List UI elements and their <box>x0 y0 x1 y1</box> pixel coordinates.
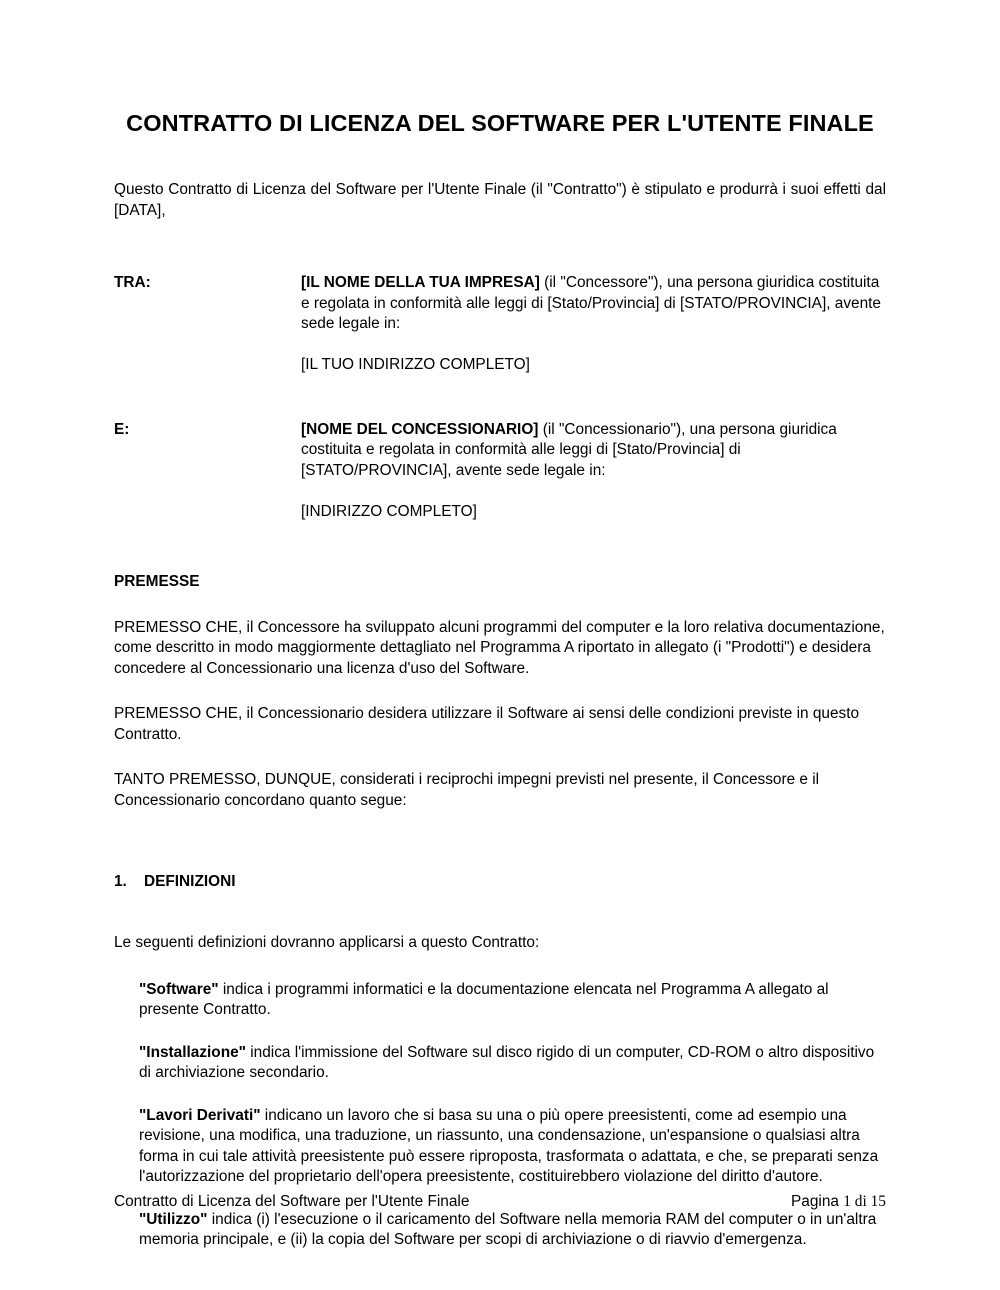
page-title: CONTRATTO DI LICENZA DEL SOFTWARE PER L'UTENTE FINALE <box>126 110 874 136</box>
section-heading-definizioni <box>114 824 886 893</box>
intro-paragraph: Questo Contratto di Licenza del Software per l'Utente Finale (il "Contratto") è stipulato e produrrà i suoi effetti dal [DATA], <box>114 181 886 219</box>
party-description-text-tra: (il "Concessore"), una persona giuridica costituita e regolata in conformità alle leggi di [Stato/Provincia] di [STATO/PROVINCIA], avente sede legale in: <box>301 274 881 332</box>
party-body-tra <box>301 273 886 376</box>
party-block-e <box>114 376 886 523</box>
section-number-definizioni: 1. <box>114 872 127 890</box>
footer-page-number <box>791 1192 886 1212</box>
definition-text-utilizzo: indica (i) l'esecuzione o il caricamento del Software nella memoria RAM del computer o in un'altra memoria principale, e (ii) la copia del Software per scopi di archiviazione o di riavvio d'emergenza. <box>139 1210 877 1249</box>
premesse-paragraph-1: PREMESSO CHE, il Concessore ha sviluppato alcuni programmi del computer e la loro relativa documentazione, come descritto in modo maggiormente dettagliato nel Programma A riportato in allegato (i "Prodotti") e desidera concedere al Concessionario una licenza d'uso del Software. <box>114 618 885 677</box>
definition-text-software: indica i programmi informatici e la documentazione elencata nel Programma A allegato al presente Contratto. <box>139 980 829 1019</box>
party-name-e: [NOME DEL CONCESSIONARIO] <box>301 420 539 438</box>
party-label-e: E: <box>114 420 130 438</box>
party-address-tra: [IL TUO INDIRIZZO COMPLETO] <box>301 356 530 373</box>
party-label-tra: TRA: <box>114 274 151 291</box>
section-title-definizioni: DEFINIZIONI <box>144 872 236 890</box>
footer-page-label: Pagina <box>791 1193 844 1210</box>
definition-text-installazione: indica l'immissione del Software sul disco rigido di un computer, CD-ROM o altro dispositivo di archiviazione secondario. <box>139 1043 875 1082</box>
party-description-tra <box>301 273 886 335</box>
premesse-paragraph-3: TANTO PREMESSO, DUNQUE, considerati i reciprochi impegni previsti nel presente, il Concessore e il Concessionario concordano quanto segue: <box>114 771 820 809</box>
definition-lavori-derivati <box>139 1084 886 1188</box>
party-address-e: [INDIRIZZO COMPLETO] <box>301 502 477 520</box>
definition-term-software: "Software" <box>139 980 219 998</box>
definition-installazione <box>139 1021 886 1084</box>
party-block-tra <box>114 221 886 376</box>
party-name-tra: [IL NOME DELLA TUA IMPRESA] <box>301 274 540 291</box>
premesse-paragraph-2: PREMESSO CHE, il Concessionario desidera utilizzare il Software ai sensi delle condizioni previste in questo Contratto. <box>114 705 860 743</box>
definition-term-lavori-derivati: "Lavori Derivati" <box>139 1106 261 1124</box>
section-heading-premesse: PREMESSE <box>114 573 200 590</box>
footer-document-title: Contratto di Licenza del Software per l'Utente Finale <box>114 1193 470 1210</box>
party-description-text-e: (il "Concessionario"), una persona giuridica costituita e regolata in conformità alle leggi di [Stato/Provincia] di [STATO/PROVINCIA], avente sede legale in: <box>301 420 837 479</box>
page-footer <box>114 1192 886 1212</box>
definition-text-lavori-derivati: indicano un lavoro che si basa su una o più opere preesistenti, come ad esempio una revisione, una modifica, una traduzione, un riassunto, una condensazione, un'espansione o qualsiasi altra forma in cui tale attività preesistente può essere riproposta, trasformata o adattata, e che, se preparati senza l'autorizzazione del proprietario dell'opera preesistente, costituirebbero violazione del diritto d'autore. <box>139 1106 879 1186</box>
definition-software <box>139 980 886 1021</box>
footer-page-value: 1 di 15 <box>843 1193 886 1210</box>
definition-term-installazione: "Installazione" <box>139 1043 246 1061</box>
party-description-e <box>301 420 886 482</box>
definizioni-lead: Le seguenti definizioni dovranno applicarsi a questo Contratto: <box>114 934 540 952</box>
definition-term-utilizzo: "Utilizzo" <box>139 1210 208 1228</box>
party-body-e <box>301 420 886 523</box>
